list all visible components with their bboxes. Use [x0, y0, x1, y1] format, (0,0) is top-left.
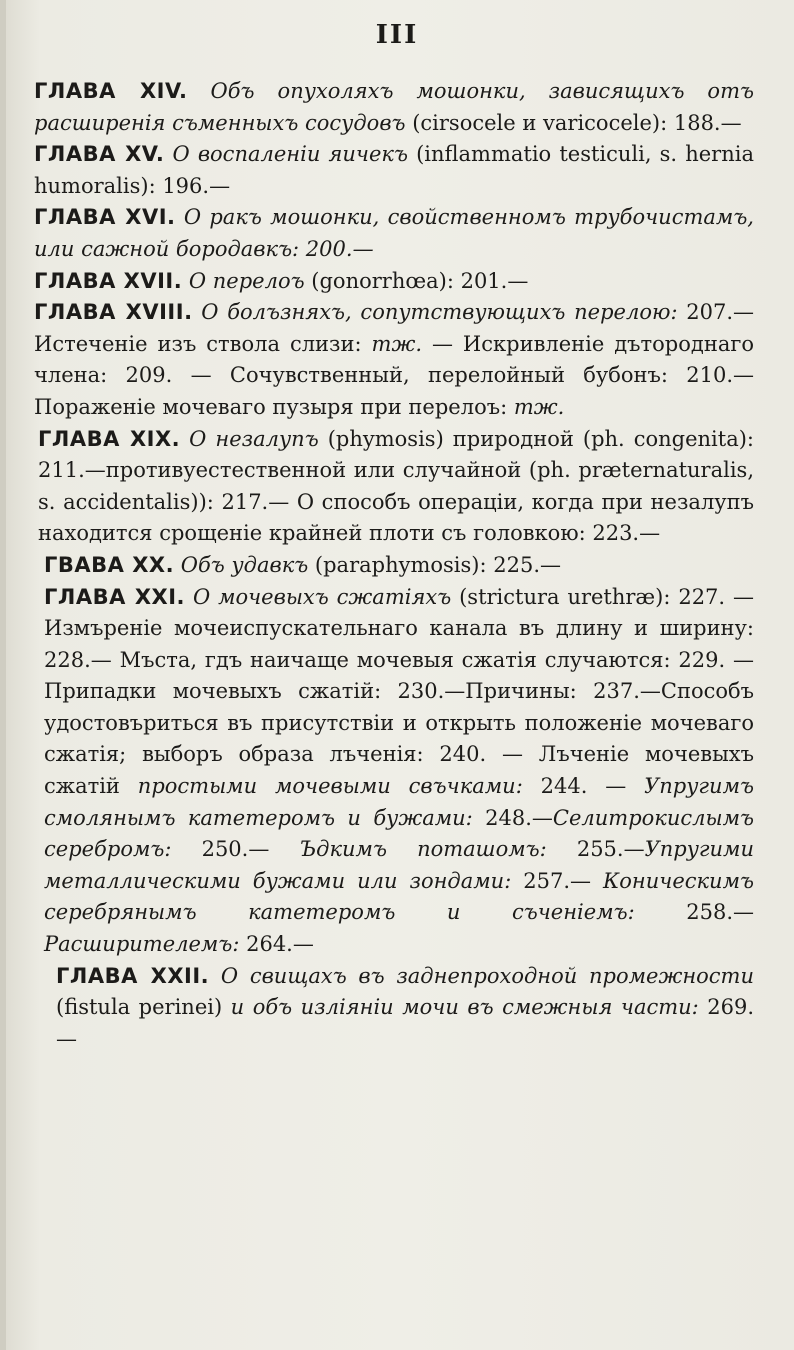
chapter-label: ГЛАВА XXI. [44, 584, 186, 609]
toc-entry-chapter-18 [34, 297, 754, 423]
toc-entry-chapter-19 [34, 424, 754, 550]
chapter-text: 269.— [56, 995, 755, 1051]
chapter-text: (fistula perinei) [56, 995, 231, 1020]
chapter-title-italic: тж. [513, 394, 565, 419]
chapter-text [176, 205, 184, 229]
chapter-label: ГВАВА XX. [44, 552, 175, 577]
chapter-label: ГЛАВА XVII. [34, 268, 183, 293]
chapter-text: (strictura urethræ): 227. — Измъреніе мочеиспускательнаго канала въ длину и ширину: 228.— Мъста, гдъ наичаще мочевыя сжатія случаются: 229. — Припадки мочевыхъ сжатій: 230.—Причины: 237.—Способъ удостовъриться въ присутствіи и открыть положеніе мочеваго сжатія; выборъ образа лъченія: 240. — Лъченіе мочевыхъ сжатій [44, 584, 754, 799]
chapter-title-italic: и объ изліяніи мочи въ смежныя части: [230, 995, 699, 1020]
chapter-title-italic: О свищахъ въ заднепроходной промежности [220, 963, 754, 988]
chapter-text: (paraphymosis): 225.— [308, 552, 561, 577]
chapter-title-italic: Объ удавкъ [180, 552, 309, 577]
chapter-title-italic: тж. [371, 331, 423, 356]
chapter-title-italic: Упругимъ смолянымъ катетеромъ и бужами: [44, 774, 754, 830]
chapter-title-italic: Коническимъ серебрянымъ катетеромъ и съченіемъ: [44, 868, 754, 925]
chapter-text: 248.— [472, 805, 553, 830]
chapter-text: 255.— [546, 837, 645, 862]
chapter-text [209, 964, 221, 988]
chapter-text [193, 300, 202, 324]
chapter-text: (phymosis) природной (ph. congenita): 211.—противуестественной или случайной (ph. præternaturalis, s. accidentalis)): 217.— О способъ операціи, когда при незалупъ находится срощеніе крайней плоти съ головкою: 223.— [38, 426, 754, 546]
chapter-text: 244. — [522, 774, 645, 799]
chapter-text: (inflammatio testiculi, s. hernia humoralis): 196.— [34, 142, 754, 198]
chapter-title-italic: О ракъ мошонки, свойственномъ трубочистамъ, или сажной бородавкъ: 200.— [34, 205, 754, 261]
chapter-text: 258.— [634, 900, 754, 925]
page-number: III [375, 20, 419, 50]
toc-entry-chapter-22 [34, 961, 754, 1056]
toc-entry-chapter-21 [34, 582, 754, 961]
chapter-text: — Искривленіе дътороднаго члена: 209. — Сочувственный, перелойный бубонъ: 210.—Пораженіе мочеваго пузыря при перелоъ: [34, 331, 754, 419]
chapter-text: (cirsocele и varicocele): 188.— [405, 110, 742, 135]
toc-entry-chapter-20 [34, 550, 754, 582]
chapter-label: ГЛАВА XVIII. [34, 300, 193, 325]
page-edge-shadow [0, 0, 6, 1350]
chapter-label: ГЛАВА XIX. [38, 426, 181, 451]
chapter-text: 250.— [171, 837, 300, 862]
chapter-title-italic: Упругими металлическими бужами или зондами: [44, 837, 754, 893]
chapter-title-italic: Селитрокислымъ серебромъ: [44, 805, 754, 862]
chapter-title-italic: О воспаленіи яичекъ [172, 142, 408, 167]
chapter-label: ГЛАВА XV. [34, 142, 165, 167]
chapter-title-italic: простыми мочевыми свъчками: [137, 774, 523, 799]
chapter-title-italic: О мочевыхъ сжатіяхъ [192, 584, 452, 609]
chapter-text [182, 269, 189, 293]
chapter-title-italic: Объ опухоляхъ мошонки, зависящихъ отъ расширенія съменныхъ сосудовъ [34, 79, 754, 135]
chapter-text: 257.— [511, 868, 604, 893]
toc-entry-chapter-17 [34, 266, 754, 298]
table-of-contents [34, 76, 754, 1055]
chapter-title-italic: О незалупъ [189, 426, 319, 451]
toc-entry-chapter-14 [34, 76, 754, 139]
chapter-text: 207.—Истеченіе изъ ствола слизи: [34, 300, 754, 356]
chapter-text [174, 553, 181, 577]
chapter-title-italic: Расширителемъ: [44, 932, 240, 957]
chapter-text: 264.— [239, 932, 314, 957]
chapter-text [188, 79, 211, 103]
chapter-title-italic: О болъзняхъ, сопутствующихъ перелою: [201, 300, 678, 325]
chapter-label: ГЛАВА XIV. [34, 79, 188, 103]
chapter-label: ГЛАВА XVI. [34, 205, 176, 230]
chapter-text: (gonorrhœa): 201.— [304, 268, 529, 293]
toc-entry-chapter-15 [34, 139, 754, 202]
chapter-text [180, 427, 189, 451]
chapter-text [185, 585, 193, 609]
chapter-label: ГЛАВА XXII. [56, 963, 210, 988]
chapter-title-italic: О перелоъ [188, 268, 305, 293]
toc-entry-chapter-16 [34, 202, 754, 265]
chapter-title-italic: Ъдкимъ поташомъ: [299, 837, 547, 862]
